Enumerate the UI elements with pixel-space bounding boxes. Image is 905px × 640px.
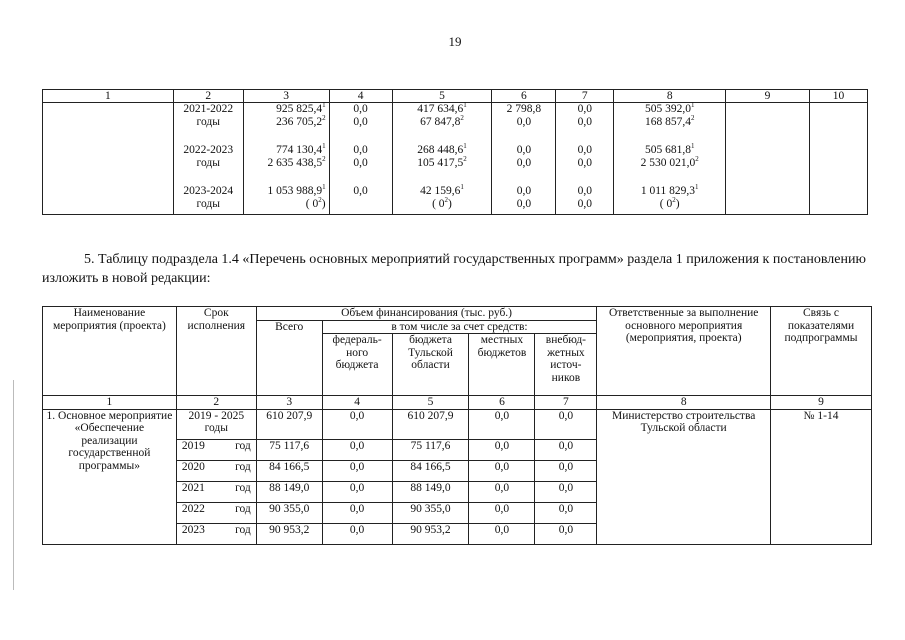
column-number: 3 xyxy=(256,396,322,410)
value-line: 0,0 xyxy=(577,103,592,115)
value-line: 0,0 xyxy=(516,197,532,210)
footnote-mark: 1 xyxy=(460,183,464,192)
page-number: 19 xyxy=(448,34,462,49)
value-local: 0,0 xyxy=(469,481,535,502)
value-federal: 0,0 xyxy=(322,502,392,523)
value-offbudget: 0,0 xyxy=(535,409,597,439)
value-line: 0,0 xyxy=(516,185,532,197)
value-line: 0,0 xyxy=(353,144,368,156)
value-line: 0,0 xyxy=(577,115,592,128)
value-cell-c4 xyxy=(329,103,392,145)
value-offbudget: 0,0 xyxy=(535,439,597,460)
value-federal: 0,0 xyxy=(322,460,392,481)
value-total: 88 149,0 xyxy=(256,481,322,502)
cell-empty xyxy=(726,103,810,145)
value-cell-c8 xyxy=(614,103,726,145)
margin-mark xyxy=(13,380,14,590)
value-line: 2 530 021,0$^2$ xyxy=(640,154,699,169)
column-number: 5 xyxy=(392,396,469,410)
header-regional: бюджета Тульской области xyxy=(392,334,469,396)
year-line xyxy=(180,503,253,516)
value-line: 0,0 xyxy=(577,197,592,210)
column-number: 7 xyxy=(535,396,597,410)
year-unit: год xyxy=(235,481,251,494)
value-cell-c8 xyxy=(614,144,726,185)
column-number: 9 xyxy=(726,90,810,103)
column-number: 2 xyxy=(176,396,256,410)
value-line: 2 798,8 xyxy=(506,103,542,115)
table-row xyxy=(43,103,868,145)
footnote-mark: 2 xyxy=(695,154,699,163)
value-offbudget: 0,0 xyxy=(535,502,597,523)
header-offbudget: внебюд-жетных источ-ников xyxy=(535,334,597,396)
value-local: 0,0 xyxy=(469,409,535,439)
period-line: 2021-2022 xyxy=(183,103,234,115)
value-line: 0,0 xyxy=(577,156,592,169)
column-number: 2 xyxy=(173,90,243,103)
year-line xyxy=(180,524,253,537)
year-unit: год xyxy=(235,460,251,473)
cell-empty xyxy=(726,144,810,185)
value-cell-c6 xyxy=(492,144,556,185)
year-value: 2023 xyxy=(181,523,205,536)
value-line: ( $0^2$) xyxy=(659,195,680,210)
value-line: 0,0 xyxy=(353,185,368,197)
column-number: 9 xyxy=(771,396,872,410)
period-cell xyxy=(173,103,243,145)
period-cell xyxy=(176,502,256,523)
cell-empty xyxy=(43,144,174,185)
cell-empty xyxy=(809,103,867,145)
value-local: 0,0 xyxy=(469,523,535,544)
footnote-mark: 1 xyxy=(690,101,695,110)
column-number: 3 xyxy=(243,90,329,103)
value-line: 0,0 xyxy=(516,144,532,156)
value-cell-c4 xyxy=(329,144,392,185)
column-number-row xyxy=(43,90,868,103)
column-number: 6 xyxy=(492,90,556,103)
column-number: 1 xyxy=(43,396,177,410)
value-line: 1 053 988,9$^1$ xyxy=(267,183,326,197)
footnote-mark: 1 xyxy=(322,183,326,192)
value-federal: 0,0 xyxy=(322,409,392,439)
continuation-table xyxy=(42,89,868,215)
column-number: 8 xyxy=(597,396,771,410)
period-cell xyxy=(176,523,256,544)
year-line xyxy=(180,482,253,495)
period-cell xyxy=(176,460,256,481)
year-value: 2021 xyxy=(181,481,205,494)
period-line: 2023-2024 xyxy=(183,185,234,197)
value-line: 0,0 xyxy=(577,144,592,156)
year-line xyxy=(180,461,253,474)
column-number: 4 xyxy=(329,90,392,103)
value-total: 90 355,0 xyxy=(256,502,322,523)
column-number: 10 xyxy=(809,90,867,103)
cell-empty xyxy=(43,185,174,215)
value-line: 0,0 xyxy=(353,103,368,115)
value-cell-c5 xyxy=(392,185,492,215)
value-cell-c5 xyxy=(392,103,492,145)
header-including: в том числе за счет средств: xyxy=(322,320,597,334)
column-number: 5 xyxy=(392,90,492,103)
value-regional: 84 166,5 xyxy=(392,460,469,481)
header-term: Срок исполнения xyxy=(176,307,256,396)
value-cell-c3 xyxy=(243,185,329,215)
period-line: годы xyxy=(196,197,220,210)
footnote-mark: 1 xyxy=(463,101,467,110)
value-federal: 0,0 xyxy=(322,523,392,544)
value-line: 168 857,4$^2$ xyxy=(644,113,695,128)
footnote-mark: 2 xyxy=(322,154,326,163)
instruction-paragraph: 5. Таблицу подраздела 1.4 «Перечень основных мероприятий государственных программ» раздела 1 приложения к постановлению изложить в новой редакции: xyxy=(42,252,866,286)
value-regional: 90 355,0 xyxy=(392,502,469,523)
year-unit: год xyxy=(235,439,251,452)
value-line: 925 825,4$^1$ xyxy=(276,101,326,115)
value-line: 0,0 xyxy=(353,115,368,128)
value-cell-c8 xyxy=(614,185,726,215)
header-link: Связь с показателями подпрограммы xyxy=(771,307,872,396)
indicator-link-cell: № 1-14 xyxy=(771,409,872,544)
value-regional: 90 953,2 xyxy=(392,523,469,544)
period-cell: 2019 - 2025 годы xyxy=(176,409,256,439)
value-cell-c3 xyxy=(243,144,329,185)
value-line: 236 705,2$^2$ xyxy=(276,113,326,128)
value-line: 42 159,6$^1$ xyxy=(420,183,464,197)
footnote-mark: 1 xyxy=(695,183,699,192)
footnote-mark: 1 xyxy=(690,142,695,151)
cell-empty xyxy=(809,185,867,215)
header-local: местных бюджетов xyxy=(469,334,535,396)
value-offbudget: 0,0 xyxy=(535,523,597,544)
year-line xyxy=(180,440,253,453)
value-line: 2 635 438,5$^2$ xyxy=(267,154,326,169)
value-line: 505 392,0$^1$ xyxy=(644,101,695,115)
footnote-mark: 2 xyxy=(318,195,322,204)
period-cell xyxy=(176,481,256,502)
value-line: 417 634,6$^1$ xyxy=(417,101,467,115)
value-line: ( $0^2$) xyxy=(432,195,452,210)
value-local: 0,0 xyxy=(469,502,535,523)
value-cell-c5 xyxy=(392,144,492,185)
header-total: Всего xyxy=(256,320,322,396)
cell-empty xyxy=(809,144,867,185)
period-line: годы xyxy=(196,156,220,169)
footnote-mark: 2 xyxy=(444,195,449,204)
value-line: 67 847,8$^2$ xyxy=(420,113,464,128)
header-federal: федераль-ного бюджета xyxy=(322,334,392,396)
year-value: 2019 xyxy=(181,439,205,452)
value-line: 105 417,5$^2$ xyxy=(417,154,467,169)
value-local: 0,0 xyxy=(469,460,535,481)
value-line: 268 448,6$^1$ xyxy=(417,142,467,156)
value-total: 75 117,6 xyxy=(256,439,322,460)
value-regional: 75 117,6 xyxy=(392,439,469,460)
footnote-mark: 1 xyxy=(322,142,326,151)
footnote-mark: 2 xyxy=(672,195,676,204)
header-responsible: Ответственные за выполнение основного мероприятия (мероприятия, проекта) xyxy=(597,307,771,396)
period-cell xyxy=(173,185,243,215)
year-value: 2020 xyxy=(181,460,205,473)
table-row xyxy=(43,409,872,439)
column-number: 6 xyxy=(469,396,535,410)
value-total: 610 207,9 xyxy=(256,409,322,439)
value-line: ( $0^2$) xyxy=(305,195,326,210)
year-unit: год xyxy=(235,502,251,515)
value-cell-c6 xyxy=(492,103,556,145)
value-line: 0,0 xyxy=(353,156,368,169)
value-offbudget: 0,0 xyxy=(535,460,597,481)
value-line: 774 130,4$^1$ xyxy=(276,142,326,156)
event-name: 1. Основное мероприятие «Обеспечение реализации государственной программы» xyxy=(43,409,177,544)
footnote-mark: 1 xyxy=(463,142,467,151)
header-funding: Объем финансирования (тыс. руб.) xyxy=(256,307,597,321)
value-cell-c7 xyxy=(556,144,614,185)
value-total: 84 166,5 xyxy=(256,460,322,481)
period-line: годы xyxy=(196,115,220,128)
footnote-mark: 2 xyxy=(690,113,695,122)
value-regional: 610 207,9 xyxy=(392,409,469,439)
value-total: 90 953,2 xyxy=(256,523,322,544)
table-row xyxy=(43,185,868,215)
value-local: 0,0 xyxy=(469,439,535,460)
value-cell-c6 xyxy=(492,185,556,215)
responsible-cell: Министерство строительства Тульской области xyxy=(597,409,771,544)
value-cell-c4 xyxy=(329,185,392,215)
cell-empty xyxy=(726,185,810,215)
value-line: 0,0 xyxy=(577,185,592,197)
value-cell-c3 xyxy=(243,103,329,145)
year-unit: год xyxy=(235,523,251,536)
value-cell-c7 xyxy=(556,103,614,145)
value-line: 0,0 xyxy=(516,156,532,169)
value-regional: 88 149,0 xyxy=(392,481,469,502)
footnote-mark: 2 xyxy=(463,154,467,163)
column-number: 7 xyxy=(556,90,614,103)
value-offbudget: 0,0 xyxy=(535,481,597,502)
value-line: 505 681,8$^1$ xyxy=(644,142,695,156)
value-federal: 0,0 xyxy=(322,439,392,460)
period-cell xyxy=(176,439,256,460)
cell-empty xyxy=(43,103,174,145)
footnote-mark: 2 xyxy=(322,113,326,122)
footnote-mark: 1 xyxy=(322,101,326,110)
period-cell xyxy=(173,144,243,185)
footnote-mark: 2 xyxy=(460,113,464,122)
period-line: 2022-2023 xyxy=(183,144,234,156)
value-line: 0,0 xyxy=(516,115,532,128)
column-number: 1 xyxy=(43,90,174,103)
value-cell-c7 xyxy=(556,185,614,215)
header-name: Наименование мероприятия (проекта) xyxy=(43,307,177,396)
column-number: 4 xyxy=(322,396,392,410)
main-events-table xyxy=(42,306,872,545)
column-number-row xyxy=(43,396,872,410)
year-value: 2022 xyxy=(181,502,205,515)
value-federal: 0,0 xyxy=(322,481,392,502)
column-number: 8 xyxy=(614,90,726,103)
value-line: 1 011 829,3$^1$ xyxy=(640,183,699,197)
table-row xyxy=(43,144,868,185)
